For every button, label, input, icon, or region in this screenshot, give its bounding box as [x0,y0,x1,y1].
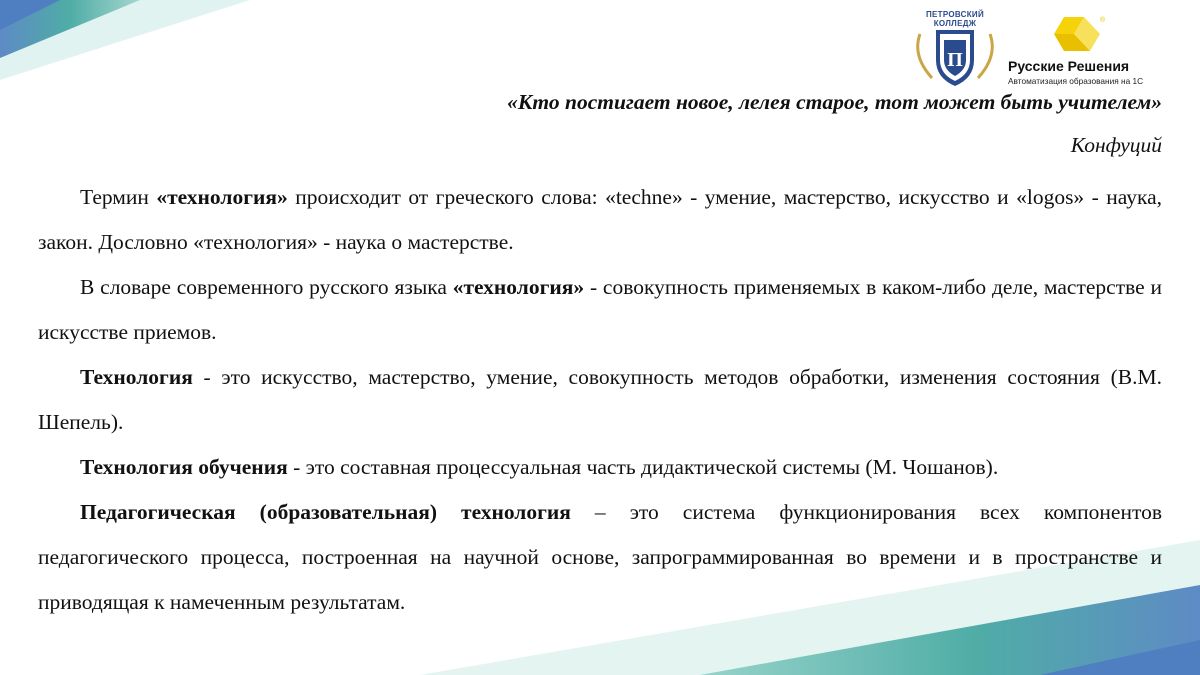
paragraph-text: – это система функционирования всех компонентов педагогического процесса, построенная на научной основе, запрограммированная во времени и в пространстве и приводящая к намеченным результатам. [38,500,1162,614]
paragraph-bold-term: Педагогическая (образовательная) технология [80,500,571,524]
paragraph-learning-technology [38,445,1162,490]
paragraph-text: - это искусство, мастерство, умение, совокупность методов обработки, изменения состояния (В.М. Шепель). [38,365,1162,434]
paragraph-shepel-definition [38,355,1162,445]
paragraph-term-origin [38,175,1162,265]
epigraph-author: Конфуций [1070,133,1162,157]
paragraph-text: Термин [80,185,157,209]
college-shield-icon [912,26,998,90]
epigraph-quote: «Кто постигает новое, лелея старое, тот может быть учителем» [507,90,1162,114]
svg-text:П: П [947,49,963,71]
company-name: Русские Решения [1008,58,1130,74]
company-logo-mark-icon [1050,14,1108,54]
college-logo [912,10,998,90]
paragraph-pedagogical-technology [38,490,1162,625]
main-content [38,175,1162,625]
paragraph-bold-term: «технология» [452,275,585,299]
company-tagline: Автоматизация образования на 1С [1008,76,1144,86]
paragraph-dictionary-definition [38,265,1162,355]
logos [912,10,1172,90]
paragraph-text: В словаре современного русского языка [80,275,453,299]
company-logo [1008,14,1178,90]
paragraph-text: - это составная процессуальная часть дидактической системы (М. Чошанов). [287,455,999,479]
paragraph-text: происходит от греческого слова: «techne» - умение, мастерство, искусство и «logos» - наука, закон. Дословно «технология» - наука о мастерстве. [38,185,1162,254]
college-logo-name: ПЕТРОВСКИЙ КОЛЛЕДЖ [925,10,985,28]
paragraph-bold-term: Технология обучения [80,455,288,479]
paragraph-bold-term: Технология [80,365,193,389]
trademark-symbol: ® [1099,17,1105,24]
paragraph-text: - совокупность применяемых в каком-либо деле, мастерстве и искусстве приемов. [38,275,1162,344]
paragraph-bold-term: «технология» [156,185,288,209]
top-left-stripes [0,0,250,80]
